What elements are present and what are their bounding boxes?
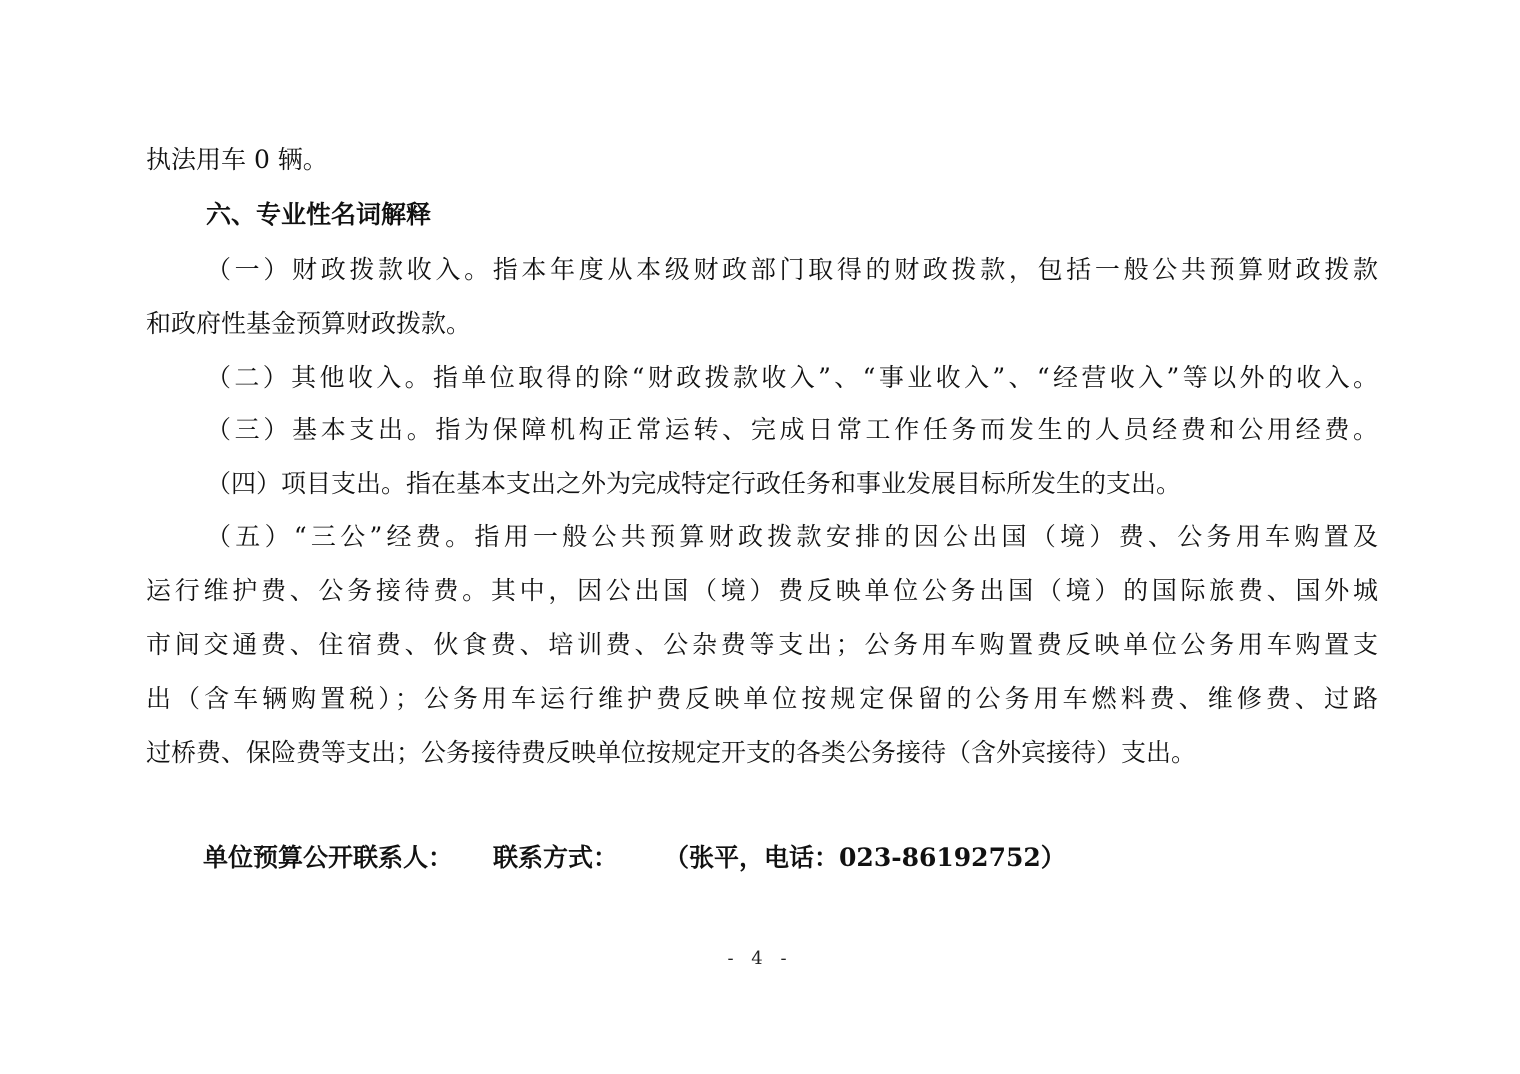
term-three-public-expenses-line-4: 出（含车辆购置税）；公务用车运行维护费反映单位按规定保留的公务用车燃料费、维修费、过路 [146,684,1378,713]
term-three-public-expenses-line-1: （五）“三公”经费。指用一般公共预算财政拨款安排的因公出国（境）费、公务用车购置及 [206,522,1378,551]
term-other-income: （二）其他收入。指单位取得的除“财政拨款收入”、“事业收入”、“经营收入”等以外的收入。 [206,363,1378,392]
term-fiscal-appropriation-line-2: 和政府性基金预算财政拨款。 [146,309,472,338]
contact-person-label: 单位预算公开联系人： [203,843,454,872]
contact-info [203,842,1066,874]
contact-detail: （张平，电话：023-86192752） [664,843,1066,872]
contact-method-label: 联系方式： [493,843,619,872]
page-number: - 4 - [727,948,793,969]
term-basic-expenditure: （三）基本支出。指为保障机构正常运转、完成日常工作任务而发生的人员经费和公用经费。 [206,415,1378,444]
term-three-public-expenses-line-3: 市间交通费、住宿费、伙食费、培训费、公杂费等支出；公务用车购置费反映单位公务用车购置支 [146,630,1378,659]
paragraph-line-vehicles: 执法用车 0 辆。 [146,145,328,174]
term-three-public-expenses-line-5: 过桥费、保险费等支出；公务接待费反映单位按规定开支的各类公务接待（含外宾接待）支出。 [146,738,1197,767]
section-heading-terms: 六、专业性名词解释 [206,200,432,229]
term-three-public-expenses-line-2: 运行维护费、公务接待费。其中，因公出国（境）费反映单位公务出国（境）的国际旅费、国外城 [146,576,1378,605]
term-project-expenditure: （四）项目支出。指在基本支出之外为完成特定行政任务和事业发展目标所发生的支出。 [206,469,1182,498]
term-fiscal-appropriation-line-1: （一）财政拨款收入。指本年度从本级财政部门取得的财政拨款，包括一般公共预算财政拨款 [206,255,1378,284]
